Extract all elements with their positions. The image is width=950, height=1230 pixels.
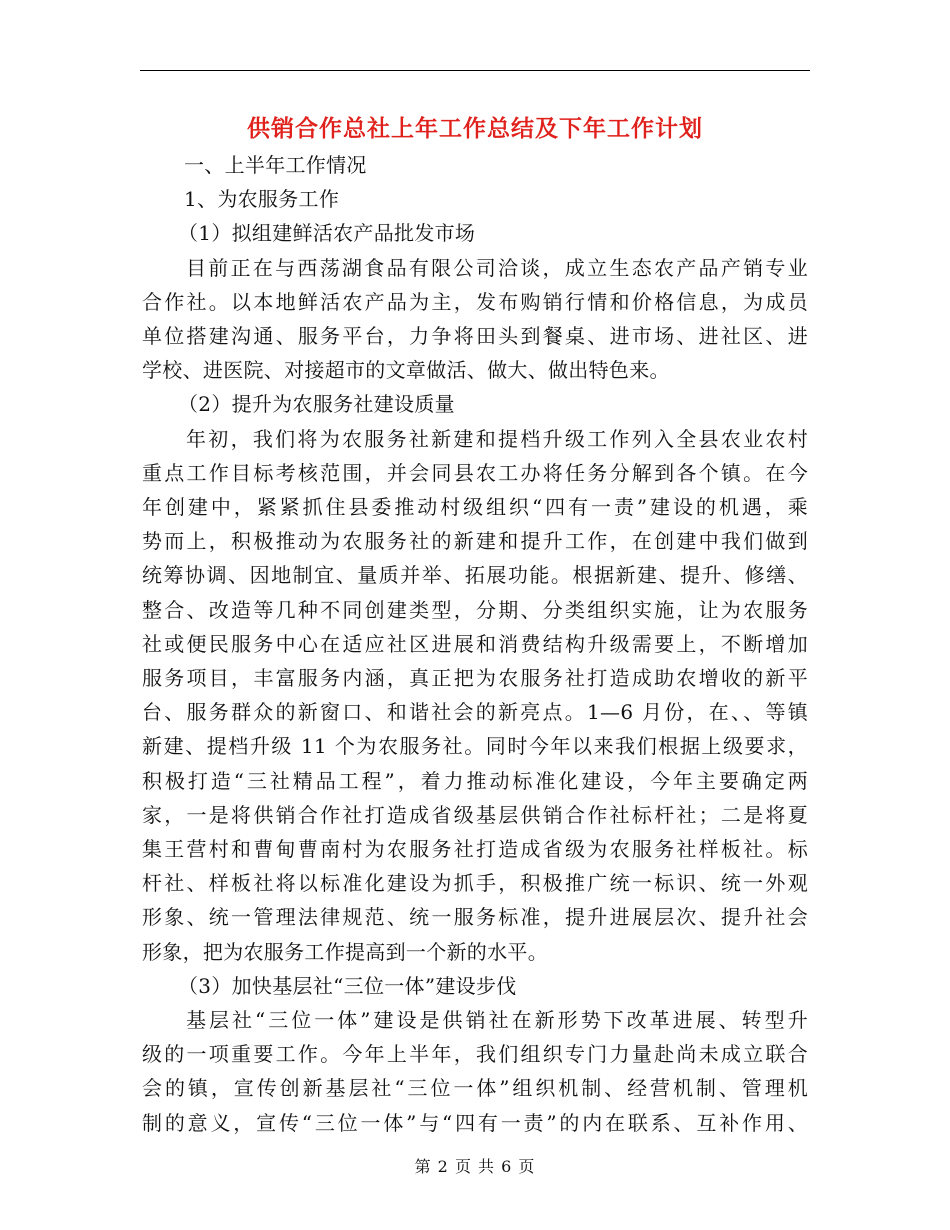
body-line: 级的一项重要工作。今年上半年，我们组织专门力量赴尚未成立联合 (142, 1042, 808, 1067)
body-line: 台、服务群众的新窗口、和谐社会的新亮点。1—6 月份，在、、等镇 (142, 700, 808, 725)
item-heading: （1）拟组建鲜活农产品批发市场 (178, 221, 476, 246)
body-line: 基层社“三位一体”建设是供销社在新形势下改革进展、转型升 (186, 1008, 808, 1033)
body-line: 目前正在与西荡湖食品有限公司洽谈，成立生态农产品产销专业 (186, 255, 808, 280)
body-line: 服务项目，丰富服务内涵，真正把为农服务社打造成助农增收的新平 (142, 666, 808, 691)
body-line: 积极打造“三社精品工程”，着力推动标准化建设，今年主要确定两 (142, 768, 808, 793)
body-line: 单位搭建沟通、服务平台，力争将田头到餐桌、进市场、进社区、进 (142, 324, 808, 349)
body-line: 会的镇，宣传创新基层社“三位一体”组织机制、经营机制、管理机 (142, 1076, 808, 1101)
body-line: 形象、统一管理法律规范、统一服务标准，提升进展层次、提升社会 (142, 905, 808, 930)
body-line: 家，一是将供销合作社打造成省级基层供销合作社标杆社；二是将夏 (142, 802, 808, 827)
body-line: 形象，把为农服务工作提高到一个新的水平。 (142, 939, 548, 964)
body-line: 整合、改造等几种不同创建类型，分期、分类组织实施，让为农服务 (142, 597, 808, 622)
body-line: 新建、提档升级 11 个为农服务社。同时今年以来我们根据上级要求， (142, 734, 808, 759)
document-title: 供销合作总社上年工作总结及下年工作计划 (247, 115, 703, 142)
body-line: 重点工作目标考核范围，并会同县农工办将任务分解到各个镇。在今 (142, 460, 808, 485)
body-line: 学校、进医院、对接超市的文章做活、做大、做出特色来。 (142, 358, 670, 383)
body-line: 统筹协调、因地制宜、量质并举、拓展功能。根据新建、提升、修缮、 (142, 563, 808, 588)
body-line: 势而上，积极推动为农服务社的新建和提升工作，在创建中我们做到 (142, 529, 808, 554)
header-rule (140, 70, 810, 71)
body-line: 年初，我们将为农服务社新建和提档升级工作列入全县农业农村 (186, 426, 808, 451)
page-number: 第 2 页 共 6 页 (414, 1157, 536, 1176)
subsection-heading: 1、为农服务工作 (184, 187, 340, 212)
section-heading: 一、上半年工作情况 (184, 153, 367, 177)
body-line: 集王营村和曹甸曹南村为农服务社打造成省级为农服务社样板社。标 (142, 837, 808, 862)
item-heading: （2）提升为农服务社建设质量 (178, 392, 455, 417)
body-line: 合作社。以本地鲜活农产品为主，发布购销行情和价格信息，为成员 (142, 289, 808, 314)
body-line: 年创建中，紧紧抓住县委推动村级组织“四有一责”建设的机遇，乘 (142, 495, 808, 520)
document-body (142, 148, 808, 1140)
body-line: 制的意义，宣传“三位一体”与“四有一责”的内在联系、互补作用、 (142, 1110, 808, 1135)
body-line: 社或便民服务中心在适应社区进展和消费结构升级需要上，不断增加 (142, 631, 808, 656)
body-line: 杆社、样板社将以标准化建设为抓手，积极推广统一标识、统一外观 (142, 871, 808, 896)
item-heading: （3）加快基层社“三位一体”建设步伐 (178, 973, 517, 998)
